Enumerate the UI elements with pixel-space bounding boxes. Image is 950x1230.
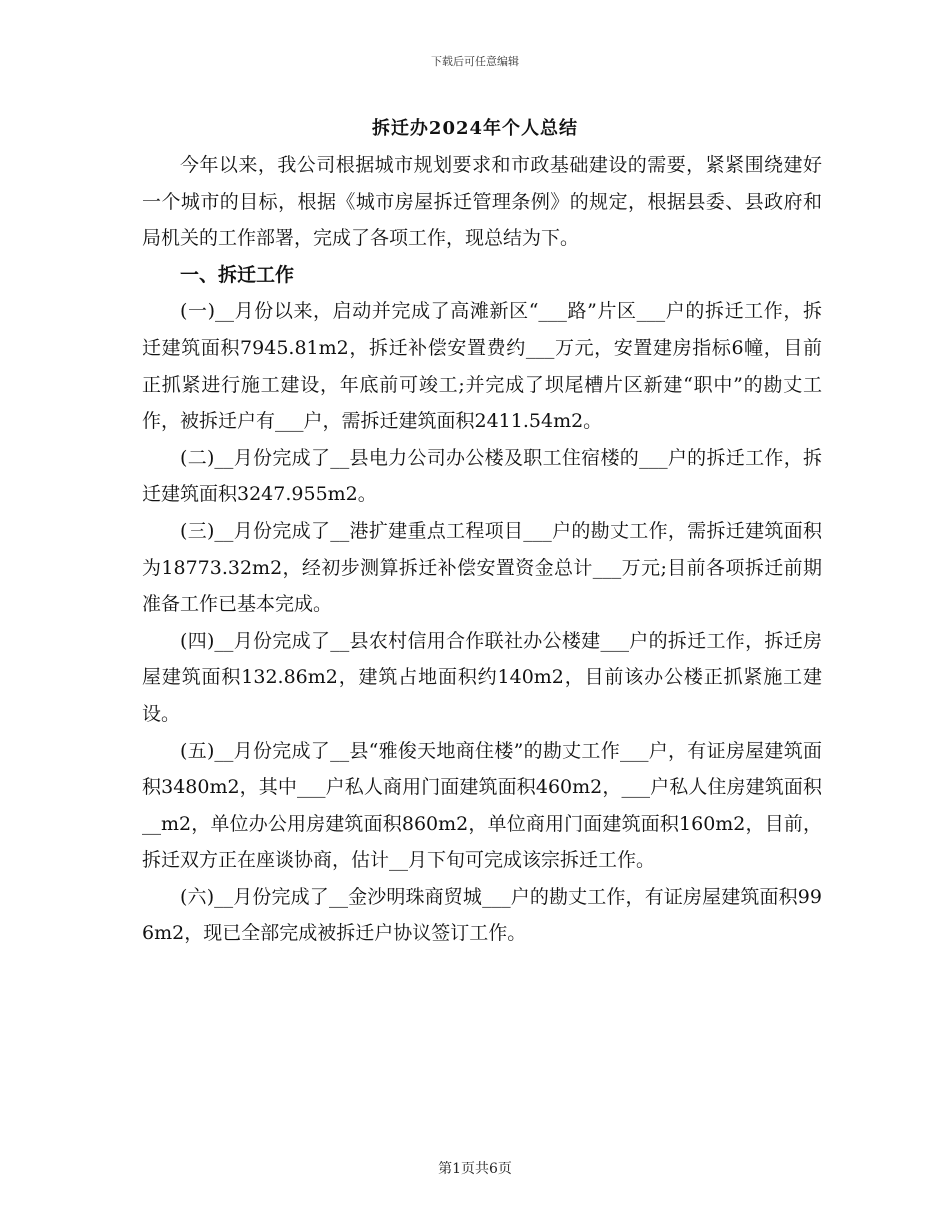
paragraph-item-4: (四)__月份完成了__县农村信用合作联社办公楼建___户的拆迁工作，拆迁房屋建筑面积132.86m2，建筑占地面积约140m2，目前该办公楼正抓紧施工建设。	[142, 629, 822, 725]
page-number: 第1页共6页	[438, 1161, 512, 1177]
paragraph-item-2: (二)__月份完成了__县电力公司办公楼及职工住宿楼的___户的拆迁工作，拆迁建筑面积3247.955m2。	[142, 446, 822, 506]
paragraph-item-1: (一)__月份以来，启动并完成了高滩新区“___路”片区___户的拆迁工作，拆迁建筑面积7945.81m2，拆迁补偿安置费约___万元，安置建房指标6幢，目前正抓紧进行施工建设，年底前可竣工;并完成了坝尾槽片区新建“职中”的勘丈工作，被拆迁户有___户，需拆迁建筑面积2411.54m2。	[142, 300, 822, 433]
paragraph-item-3: (三)__月份完成了__港扩建重点工程项目___户的勘丈工作，需拆迁建筑面积为18773.32m2，经初步测算拆迁补偿安置资金总计___万元;目前各项拆迁前期准备工作已基本完成。	[142, 519, 822, 616]
document-title: 拆迁办2024年个人总结	[371, 118, 579, 139]
section-heading: 一、拆迁工作	[180, 263, 295, 286]
header-note: 下载后可任意编辑	[431, 55, 519, 68]
paragraph-item-6: (六)__月份完成了__金沙明珠商贸城___户的勘丈工作，有证房屋建筑面积996m2，现已全部完成被拆迁户协议签订工作。	[142, 885, 822, 945]
document-body	[142, 147, 822, 952]
paragraph-intro: 今年以来，我公司根据城市规划要求和市政基础建设的需要，紧紧围绕建好一个城市的目标，根据《城市房屋拆迁管理条例》的规定，根据县委、县政府和局机关的工作部署，完成了各项工作，现总结为下。	[142, 154, 822, 250]
paragraph-item-5: (五)__月份完成了__县“雅俊天地商住楼”的勘丈工作___户，有证房屋建筑面积3480m2，其中___户私人商用门面建筑面积460m2，___户私人住房建筑面积__m2，单位办公用房建筑面积860m2，单位商用门面建筑面积160m2，目前，拆迁双方正在座谈协商，估计__月下旬可完成该宗拆迁工作。	[142, 739, 822, 872]
